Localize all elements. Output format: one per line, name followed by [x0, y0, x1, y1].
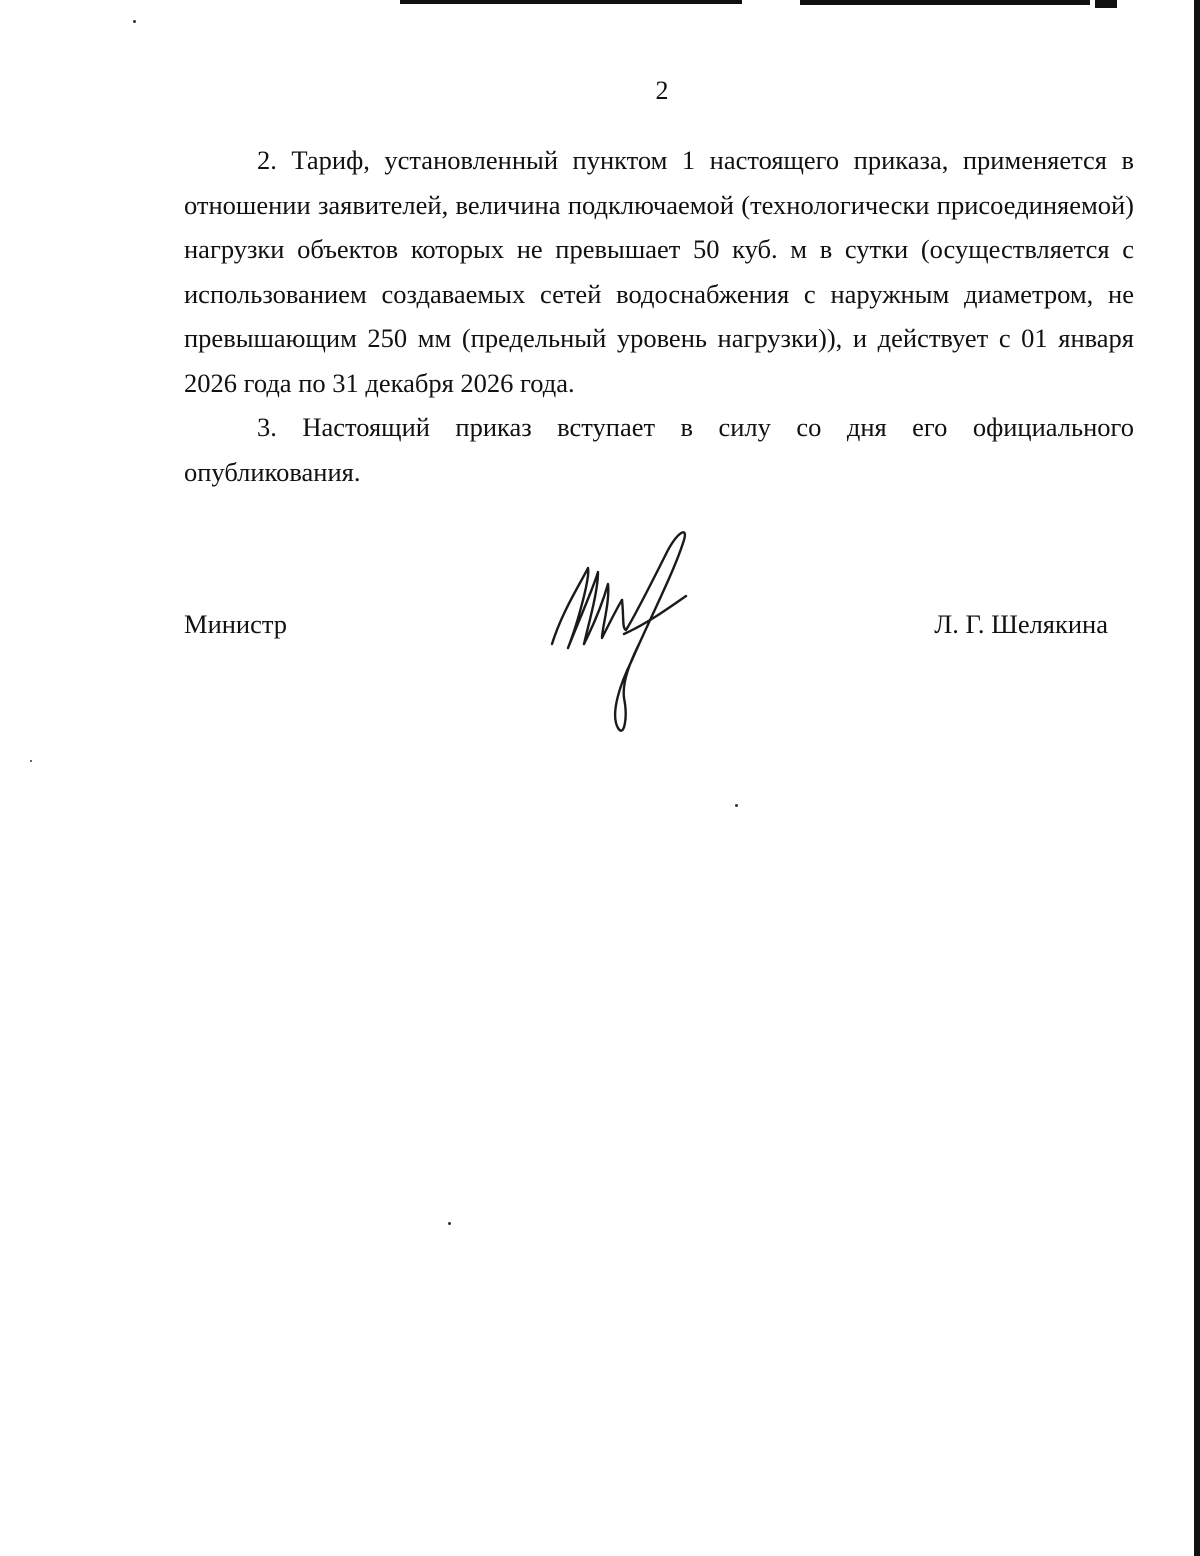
scan-edge-top [800, 0, 1090, 5]
signatory-name: Л. Г. Шелякина [934, 609, 1108, 639]
paragraph-2: 2. Тариф, установленный пунктом 1 настоящего приказа, применяется в отношении заявителей, величина подключаемой (технологически присоединяемой) нагрузки объектов которых не превышает 50 куб. м в сутки (осуществляется с использованием создаваемых сетей водоснабжения с наружным диаметром, не превышающим 250 мм (предельный уровень нагрузки)), и действует с 01 января 2026 года по 31 декабря 2026 года. [184, 145, 1134, 398]
scan-edge-right [1194, 0, 1200, 1556]
signatory-position: Министр [184, 609, 288, 639]
scan-speck [448, 1222, 451, 1225]
scan-speck [133, 20, 136, 23]
scan-speck [30, 760, 32, 762]
document-body [184, 138, 1134, 494]
handwritten-signature [540, 522, 700, 742]
page-number: 2 [655, 76, 669, 105]
scan-edge-top [400, 0, 742, 4]
scan-edge-top [1095, 0, 1117, 8]
paragraph-3: 3. Настоящий приказ вступает в силу со дня его официального опубликования. [184, 412, 1134, 487]
scan-speck [735, 804, 738, 807]
